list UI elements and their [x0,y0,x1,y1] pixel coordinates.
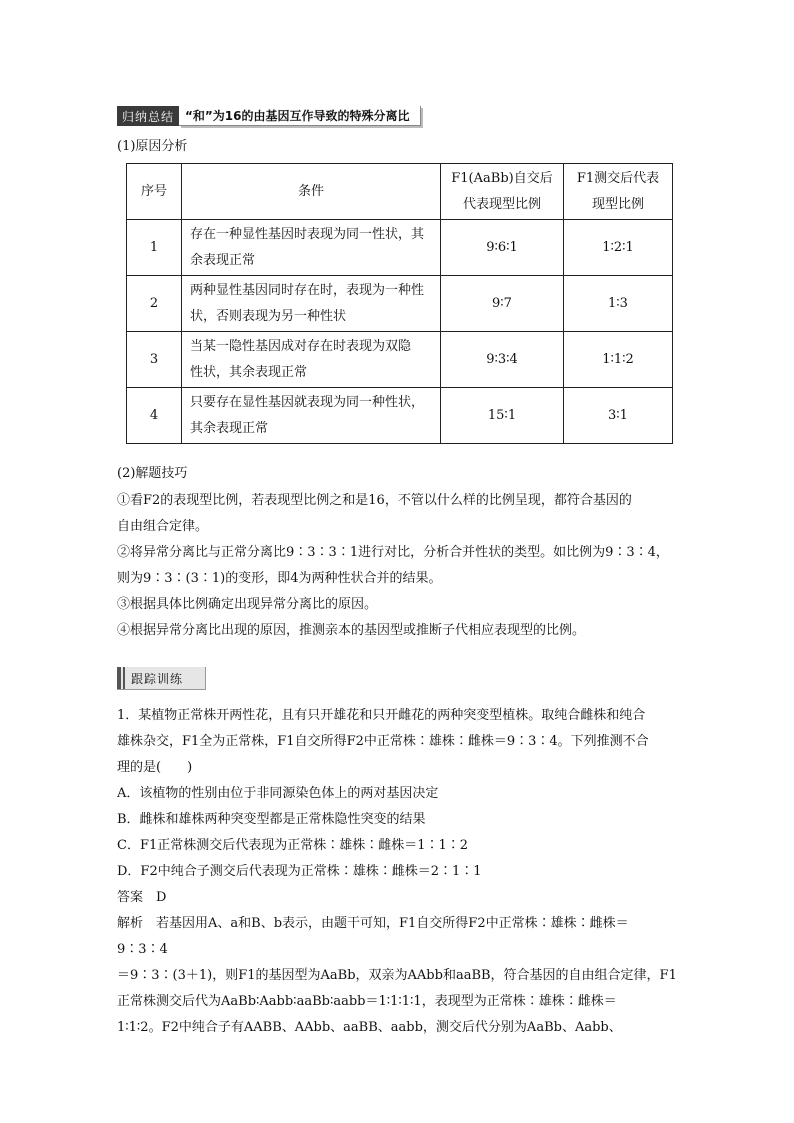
cause-table [126,163,673,444]
header-f2-line1: F1(AaBb)自交后 [451,170,553,186]
tip-line: 自由组合定律。 [117,519,209,534]
row-condition-line2: 其余表现正常 [190,420,269,436]
tip-line: ①看F2的表现型比例，若表现型比例之和是16，不管以什么样的比例呈现，都符合基因的 [117,493,632,508]
row-index: 3 [127,332,182,388]
table-header-row [127,164,673,220]
row-f1-ratio: 3∶1 [564,388,673,444]
row-f2-ratio: 15∶1 [441,388,564,444]
header-condition: 条件 [182,164,441,220]
row-f2-ratio: 9∶7 [441,276,564,332]
question-line: 1．某植物正常株开两性花，且有只开雄花和只开雌花的两种突变型植株。取纯合雌株和纯合 [117,708,646,723]
analysis-line: 1∶1∶2。F2中纯合子有AABB、AAbb、aaBB、aabb，测交后代分别为AaBb、Aabb、 [117,1020,622,1035]
row-condition [182,332,441,388]
answer-line: 答案 D [117,890,167,905]
table-row [127,332,673,388]
row-f1-ratio: 1∶2∶1 [564,220,673,276]
section-heading-tips: (2)解题技巧 [117,466,188,481]
table-row [127,276,673,332]
summary-tag: 归纳总结 [117,106,179,126]
row-condition [182,220,441,276]
row-condition-line1: 当某一隐性基因成对存在时表现为双隐 [190,338,412,354]
row-condition-line2: 余表现正常 [190,252,256,268]
analysis-line: 正常株测交后代为AaBb∶Aabb∶aaBb∶aabb＝1∶1∶1∶1，表现型为正常株∶雄株∶雌株＝ [117,994,617,1009]
row-f1-ratio: 1∶3 [564,276,673,332]
row-condition-line2: 状，否则表现为另一种性状 [190,308,347,324]
header-index: 序号 [127,164,182,220]
option-b: B．雌株和雄株两种突变型都是正常株隐性突变的结果 [117,812,426,827]
row-index: 2 [127,276,182,332]
row-condition-line1: 存在一种显性基因时表现为同一性状，其 [190,226,425,242]
tip-line: 则为9∶3∶(3∶1)的变形，即4为两种性状合并的结果。 [117,571,442,586]
follow-up-title: 跟踪训练 [131,671,184,686]
tip-line: ④根据异常分离比出现的原因，推测亲本的基因型或推断子代相应表现型的比例。 [117,623,586,638]
question-block [117,703,677,1041]
option-d: D．F2中纯合子测交后代表现为正常株∶雄株∶雌株＝2∶1∶1 [117,864,482,879]
row-f2-ratio: 9∶3∶4 [441,332,564,388]
row-condition [182,388,441,444]
header-f2-line2: 代表现型比例 [462,196,541,212]
row-condition-line2: 性状，其余表现正常 [190,364,308,380]
summary-title: “和”为16的由基因互作导致的特殊分离比 [179,106,420,126]
banner-bar-decoration [123,667,125,689]
question-line: 雄株杂交，F1全为正常株，F1自交所得F2中正常株∶雄株∶雌株＝9∶3∶4。下列推测不合 [117,734,649,749]
header-f2-ratio [441,164,564,220]
row-condition [182,276,441,332]
tip-line: ③根据具体比例确定出现异常分离比的原因。 [117,597,378,612]
row-condition-line1: 只要存在显性基因就表现为同一种性状， [190,394,425,410]
header-f1-line2: 现型比例 [591,196,644,212]
table-row [127,388,673,444]
table-row [127,220,673,276]
header-f1-line1: F1测交后代表 [576,170,660,186]
row-condition-line1: 两种显性基因同时存在时，表现为一种性 [190,282,425,298]
row-index: 1 [127,220,182,276]
tips-block [117,488,677,644]
analysis-line: 解析 若基因用A、a和B、b表示，由题干可知，F1自交所得F2中正常株∶雄株∶雌株＝9∶3∶4 [117,916,629,957]
option-a: A．该植物的性别由位于非同源染色体上的两对基因决定 [117,786,439,801]
analysis-line: ＝9∶3∶(3＋1)，则F1的基因型为AaBb，双亲为AAbb和aaBB，符合基因的自由组合定律，F1 [117,968,677,983]
summary-banner [117,106,421,126]
follow-up-banner [117,667,206,690]
banner-bar-decoration [117,667,121,689]
row-f1-ratio: 1∶1∶2 [564,332,673,388]
header-f1-ratio [564,164,673,220]
option-c: C．F1正常株测交后代表现为正常株∶雄株∶雌株＝1∶1∶2 [117,838,469,853]
row-f2-ratio: 9∶6∶1 [441,220,564,276]
tip-line: ②将异常分离比与正常分离比9∶3∶3∶1进行对比，分析合并性状的类型。如比例为9∶3∶4， [117,545,669,560]
section-heading-cause: (1)原因分析 [117,139,188,154]
row-index: 4 [127,388,182,444]
question-line: 理的是( ) [117,760,193,775]
